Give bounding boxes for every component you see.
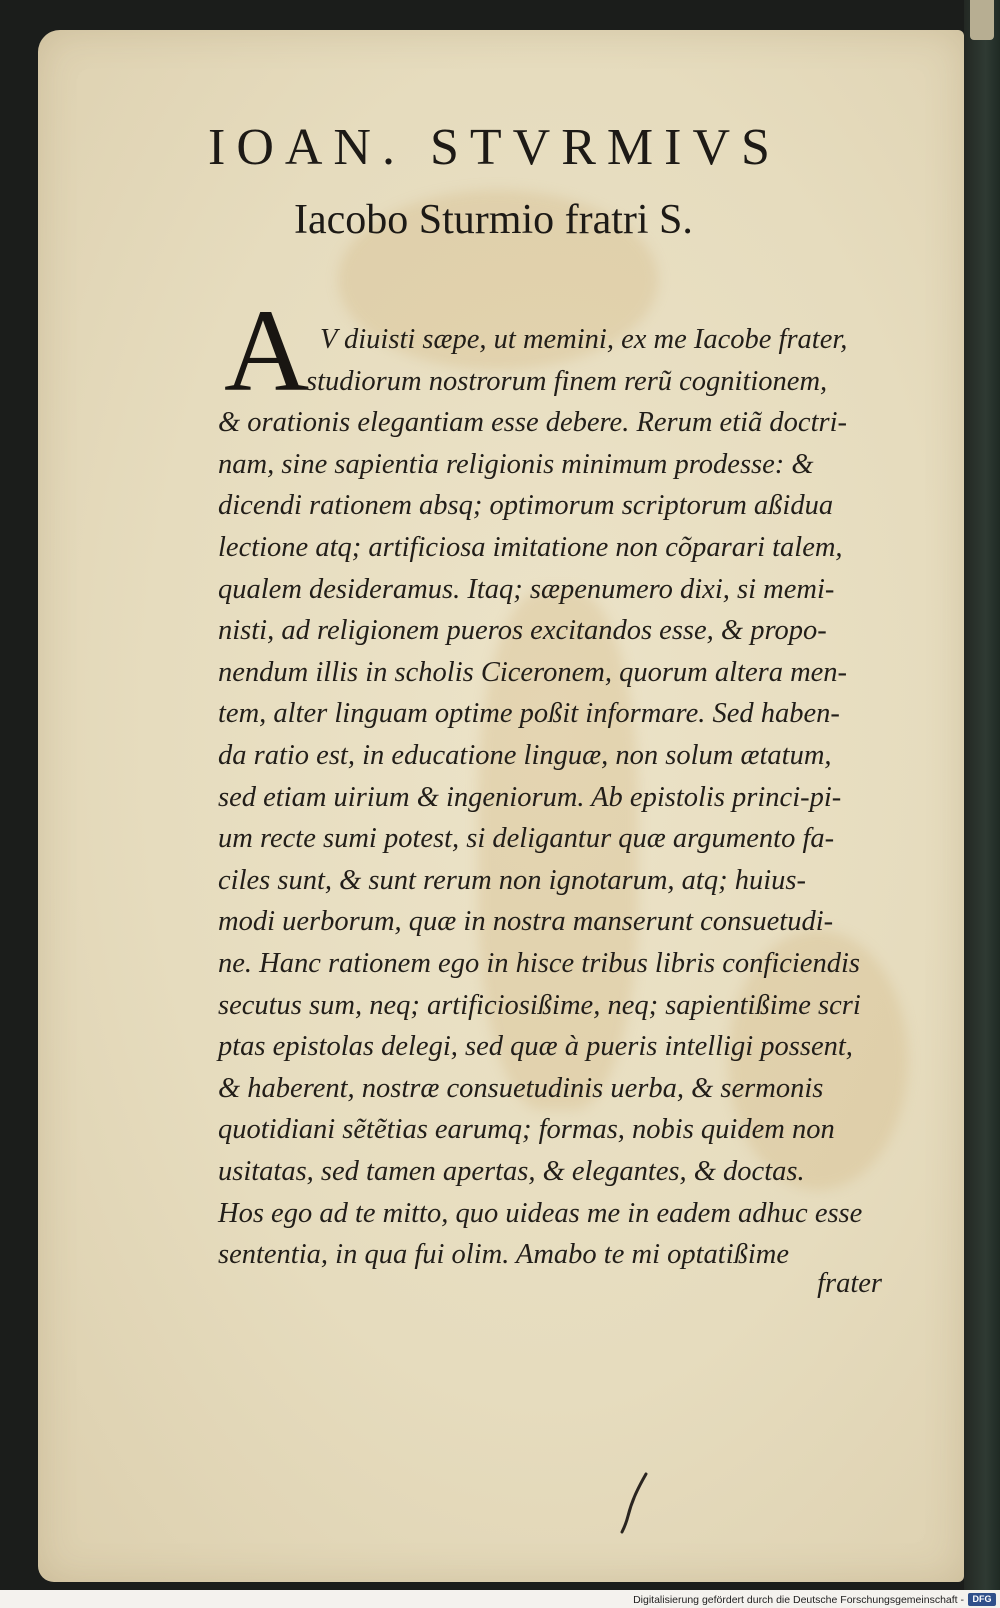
text-line: quotidiani sẽtẽtias earumq; formas, nobis quidem non (218, 1114, 835, 1146)
text-line: um recte sumi potest, si deligantur quæ argumento fa- (218, 823, 835, 855)
drop-cap-initial: A (224, 285, 310, 416)
text-line: V diuisti sæpe, ut memini, ex me Iacobe frater, (320, 324, 848, 355)
text-line: dicendi rationem absq; optimorum scriptorum aßidua (218, 490, 834, 522)
page-heading: IOAN. STVRMIVS (208, 119, 781, 176)
text-line: Hos ego ad te mitto, quo uideas me in eadem adhuc esse (218, 1197, 863, 1229)
dfg-logo: DFG (968, 1593, 996, 1606)
text-line: qualem desideramus. Itaq; sæpenumero dixi, si memi- (218, 573, 835, 605)
footer-bar (0, 1590, 1000, 1608)
text-line: lectione atq; artificiosa imitatione non cõparari talem, (218, 532, 843, 563)
text-line: ne. Hanc rationem ego in hisce tribus libris conficiendis (218, 948, 860, 979)
text-line: tem, alter linguam optime poßit informare. Sed haben- (218, 698, 840, 730)
text-line: modi uerborum, quæ in nostra manserunt consuetudi- (218, 906, 834, 938)
text-line: nam, sine sapientia religionis minimum prodesse: & (218, 448, 814, 480)
page-subheading: Iacobo Sturmio fratri S. (294, 197, 693, 243)
text-line: secutus sum, neq; artificiosißime, neq; sapientißime scri (218, 989, 861, 1021)
text-line: ciles sunt, & sunt rerum non ignotarum, atq; huius- (218, 864, 806, 896)
book-spine-edge (964, 0, 1000, 1590)
spine-tab (970, 0, 994, 40)
text-line: & orationis elegantiam esse debere. Rerum etiã doctri- (218, 407, 847, 439)
text-line: sententia, in qua fui olim. Amabo te mi optatißime (218, 1239, 790, 1271)
digitization-credit: Digitalisierung gefördert durch die Deutsche Forschungsgemeinschaft - (633, 1594, 964, 1606)
text-line: sed etiam uirium & ingeniorum. Ab epistolis princi-pi- (218, 781, 842, 813)
book-page (38, 30, 964, 1582)
text-line: ptas epistolas delegi, sed quæ à pueris intelligi possent, (218, 1031, 853, 1063)
pen-mark-icon (618, 1470, 658, 1534)
text-line: nendum illis in scholis Ciceronem, quorum altera men- (218, 656, 848, 688)
text-line: & haberent, nostræ consuetudinis uerba, & sermonis (218, 1072, 824, 1104)
text-line: usitatas, sed tamen apertas, & elegantes, & doctas. (218, 1156, 805, 1187)
text-line: da ratio est, in educatione linguæ, non solum ætatum, (218, 740, 832, 771)
text-line: studiorum nostrorum finem rerũ cognitionem, (306, 365, 828, 397)
text-line: nisti, ad religionem pueros excitandos esse, & propo- (218, 615, 827, 647)
catchword: frater (817, 1268, 882, 1299)
